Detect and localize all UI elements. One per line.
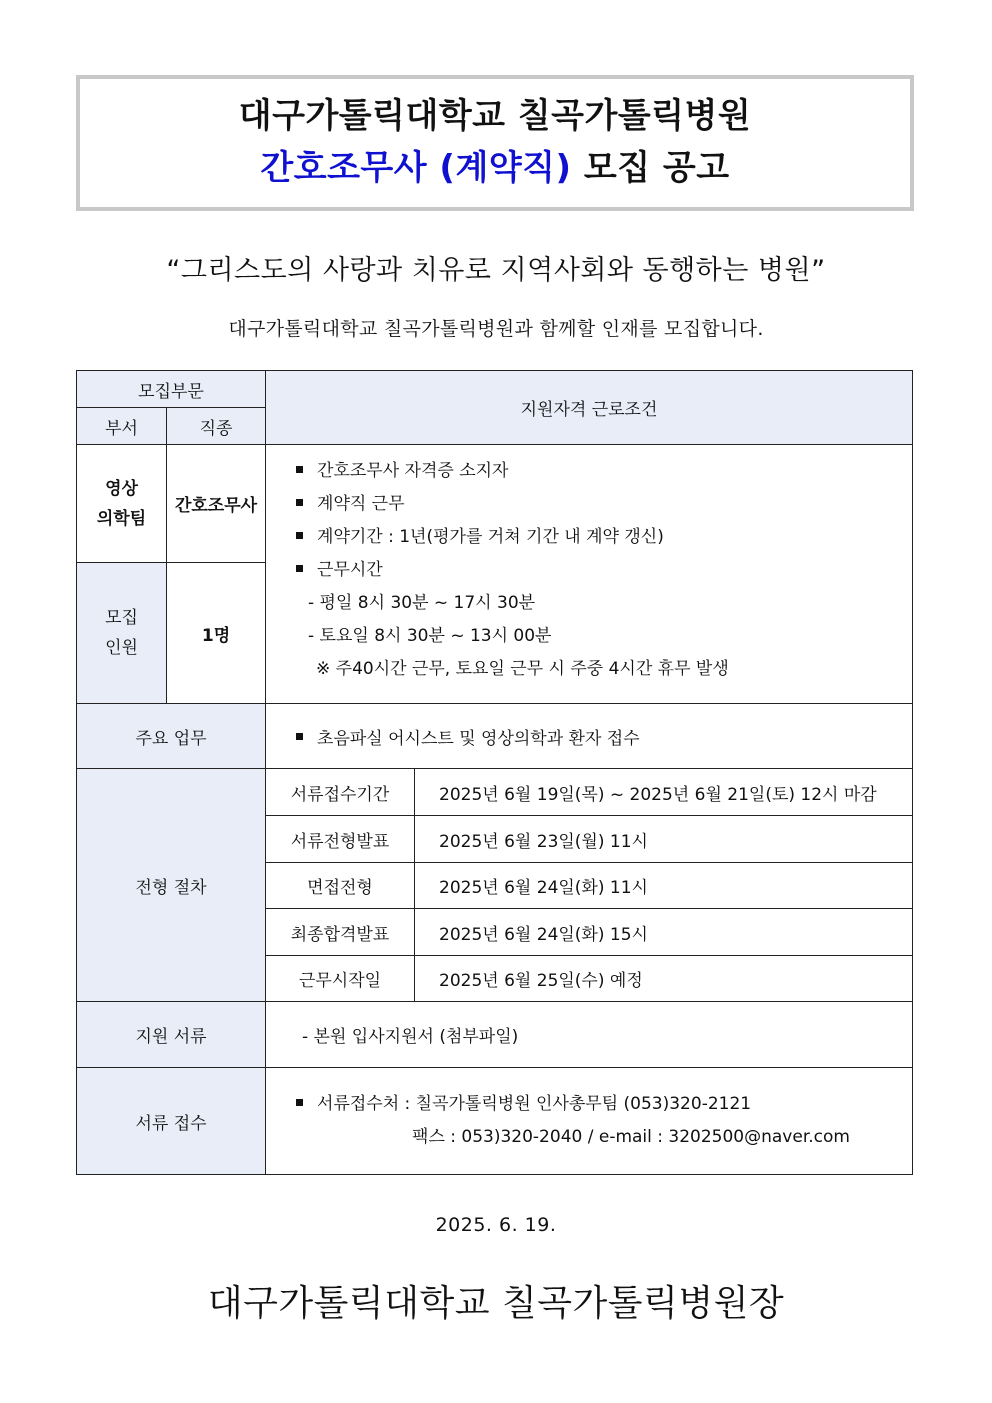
title-box xyxy=(76,75,914,211)
notice-title-suffix: 모집 공고 xyxy=(571,148,730,188)
department-line-2: 의학팀 xyxy=(96,508,147,529)
duties-label: 주요 업무 xyxy=(77,704,266,769)
bullet-icon xyxy=(296,466,303,473)
process-step: 근무시작일 xyxy=(266,956,415,1002)
condition-item: 근무시간 xyxy=(296,554,912,587)
process-date: 2025년 6월 25일(수) 예정 xyxy=(415,956,913,1002)
process-step: 서류전형발표 xyxy=(266,816,415,863)
condition-item: 간호조무사 자격증 소지자 xyxy=(296,455,912,488)
process-label: 전형 절차 xyxy=(77,769,266,1002)
headcount-label: 모집 인원 xyxy=(77,563,167,704)
intro-text: 대구가톨릭대학교 칠곡가톨릭병원과 함께할 인재를 모집합니다. xyxy=(228,318,764,340)
documents-value: - 본원 입사지원서 (첨부파일) xyxy=(266,1002,913,1068)
process-step: 면접전형 xyxy=(266,863,415,909)
header-job: 직종 xyxy=(167,408,266,445)
hospital-motto: “그리스도의 사랑과 치유로 지역사회와 동행하는 병원” xyxy=(166,255,826,286)
notice-date: 2025. 6. 19. xyxy=(435,1214,557,1236)
conditions-cell xyxy=(266,445,913,704)
process-date: 2025년 6월 19일(목) ~ 2025년 6월 21일(토) 12시 마감 xyxy=(415,769,913,816)
hours-saturday: - 토요일 8시 30분 ~ 13시 00분 xyxy=(308,626,552,646)
notice-title xyxy=(260,141,729,195)
header-department: 부서 xyxy=(77,408,167,445)
process-date: 2025년 6월 24일(화) 11시 xyxy=(415,863,913,909)
duties-value: 초음파실 어시스트 및 영상의학과 환자 접수 xyxy=(317,728,640,749)
hospital-title: 대구가톨릭대학교 칠곡가톨릭병원 xyxy=(238,96,752,136)
submission-line-2: 팩스 : 053)320-2040 / e-mail : 3202500@naver.com xyxy=(412,1127,850,1147)
header-conditions: 지원자격 근로조건 xyxy=(266,371,913,445)
department-line-1: 영상 xyxy=(105,478,138,499)
signer: 대구가톨릭대학교 칠곡가톨릭병원장 xyxy=(207,1283,785,1324)
bullet-icon xyxy=(296,733,303,740)
header-category: 모집부문 xyxy=(77,371,266,408)
position-title: 간호조무사 (계약직) xyxy=(260,148,572,188)
recruitment-table xyxy=(76,370,913,1175)
submission-line-1: 서류접수처 : 칠곡가톨릭병원 인사총무팀 (053)320-2121 xyxy=(296,1088,912,1121)
hours-note: ※ 주40시간 근무, 토요일 근무 시 주중 4시간 휴무 발생 xyxy=(316,659,729,679)
process-step: 최종합격발표 xyxy=(266,909,415,956)
process-date: 2025년 6월 24일(화) 15시 xyxy=(415,909,913,956)
bullet-icon xyxy=(296,532,303,539)
condition-item: 계약기간 : 1년(평가를 거쳐 기간 내 계약 갱신) xyxy=(296,521,912,554)
submission-cell xyxy=(266,1068,913,1175)
headcount-value: 1명 xyxy=(167,563,266,704)
documents-label: 지원 서류 xyxy=(77,1002,266,1068)
hours-weekday: - 평일 8시 30분 ~ 17시 30분 xyxy=(308,593,536,613)
duties-cell xyxy=(266,704,913,769)
bullet-icon xyxy=(296,1099,303,1106)
condition-item: 계약직 근무 xyxy=(296,488,912,521)
bullet-icon xyxy=(296,499,303,506)
process-date: 2025년 6월 23일(월) 11시 xyxy=(415,816,913,863)
bullet-icon xyxy=(296,565,303,572)
submission-label: 서류 접수 xyxy=(77,1068,266,1175)
process-step: 서류접수기간 xyxy=(266,769,415,816)
job-cell: 간호조무사 xyxy=(167,445,266,563)
department-cell xyxy=(77,445,167,563)
